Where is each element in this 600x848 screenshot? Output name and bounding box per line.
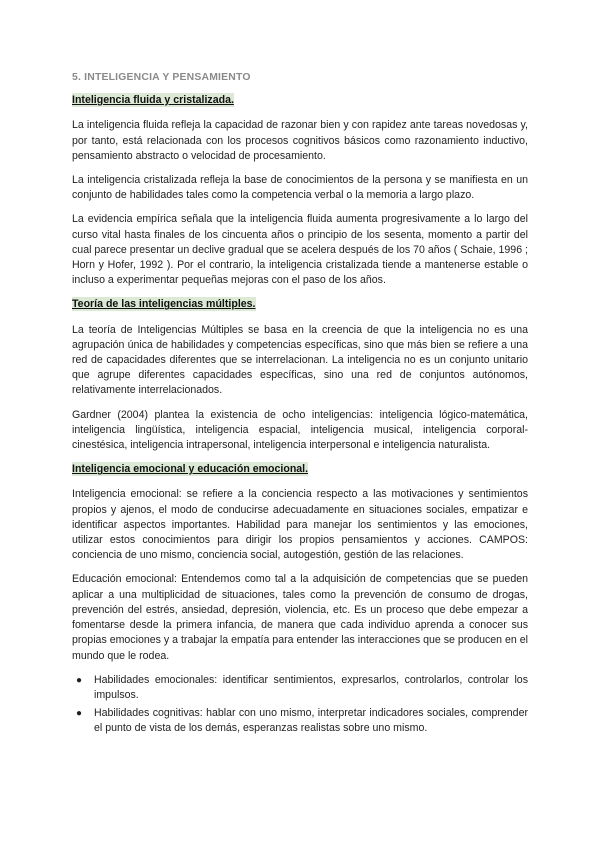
- paragraph: La teoría de Inteligencias Múltiples se basa en la creencia de que la inteligencia no es una agrupación única de habilidades y competencias específicas, sino que más bien se refiere a una red de capacidades diferentes que se interrelacionan. La inteligencia no es un conjunto unitario que agrupe diferentes capacidades específicas, sino una red de conjuntos autónomos, relativamente interrelacionados.: [72, 323, 528, 397]
- paragraph: Educación emocional: Entendemos como tal a la adquisición de competencias que se pueden aplicar a una multiplicidad de situaciones, tales como la prevención de consumo de drogas, prevención del estrés, ansiedad, depresión, violencia, etc. Es un proceso que debe empezar a fomentarse desde la primera infancia, de manera que cada individuo aprenda a conocer sus propias emociones y a trabajar la empatía para entender las interacciones que se producen en el mundo que le rodea.: [72, 573, 528, 662]
- list-item: ● Habilidades cognitivas: hablar con uno mismo, interpretar indicadores sociales, comprender el punto de vista de los demás, esperanzas realistas sobre uno mismo.: [76, 707, 528, 735]
- paragraph: Inteligencia emocional: se refiere a la conciencia respecto a las motivaciones y sentimientos propios y ajenos, el modo de conducirse adecuadamente en situaciones sociales, empatizar e identificar aspectos importantes. Habilidad para manejar los sentimientos y las emociones, utilizar estos conocimientos para dirigir los propios pensamientos y acciones. CAMPOS: conciencia de uno mismo, conciencia social, autogestión, gestión de las relaciones.: [72, 488, 528, 562]
- heading-multiple-intelligences: Teoría de las inteligencias múltiples.: [72, 298, 256, 311]
- paragraph: La inteligencia fluida refleja la capacidad de razonar bien y con rapidez ante tareas novedosas y, por tanto, está relacionada con los procesos cognitivos básicos como razonamiento inductivo, pensamiento abstracto o velocidad de procesamiento.: [72, 119, 528, 162]
- document-body: [72, 70, 528, 740]
- list-item: ● Habilidades emocionales: identificar sentimientos, expresarlos, controlarlos, controlar los impulsos.: [76, 673, 528, 701]
- paragraph: Gardner (2004) plantea la existencia de ocho inteligencias: inteligencia lógico-matemática, inteligencia lingüística, inteligencia espacial, inteligencia musical, inteligencia corporal-cinestésica, inteligencia intrapersonal, inteligencia interpersonal e inteligencia naturalista.: [72, 408, 528, 452]
- paragraph: La inteligencia cristalizada refleja la base de conocimientos de la persona y se manifiesta en un conjunto de habilidades tales como la competencia verbal o la memoria a largo plazo.: [72, 174, 528, 202]
- bullet-icon: ●: [76, 674, 83, 686]
- heading-emotional-intelligence: Inteligencia emocional y educación emocional.: [72, 463, 309, 476]
- paragraph: La evidencia empírica señala que la inteligencia fluida aumenta progresivamente a lo largo del curso vital hasta finales de los cincuenta años o principio de los sesenta, momento a partir del cual parece presentar un declive gradual que se acelera después de los 70 años ( Schaie, 1996 ; Horn y Hofer, 1992 ). Por el contrario, la inteligencia cristalizada tiende a mantenerse estable o incluso a experimentar pequeñas mejoras con el paso de los años.: [72, 213, 528, 287]
- bullet-icon: ●: [76, 708, 83, 720]
- bullet-list: [72, 673, 528, 737]
- section-title: 5. INTELIGENCIA Y PENSAMIENTO: [72, 72, 251, 83]
- heading-fluid-crystallized: Inteligencia fluida y cristalizada.: [72, 94, 234, 107]
